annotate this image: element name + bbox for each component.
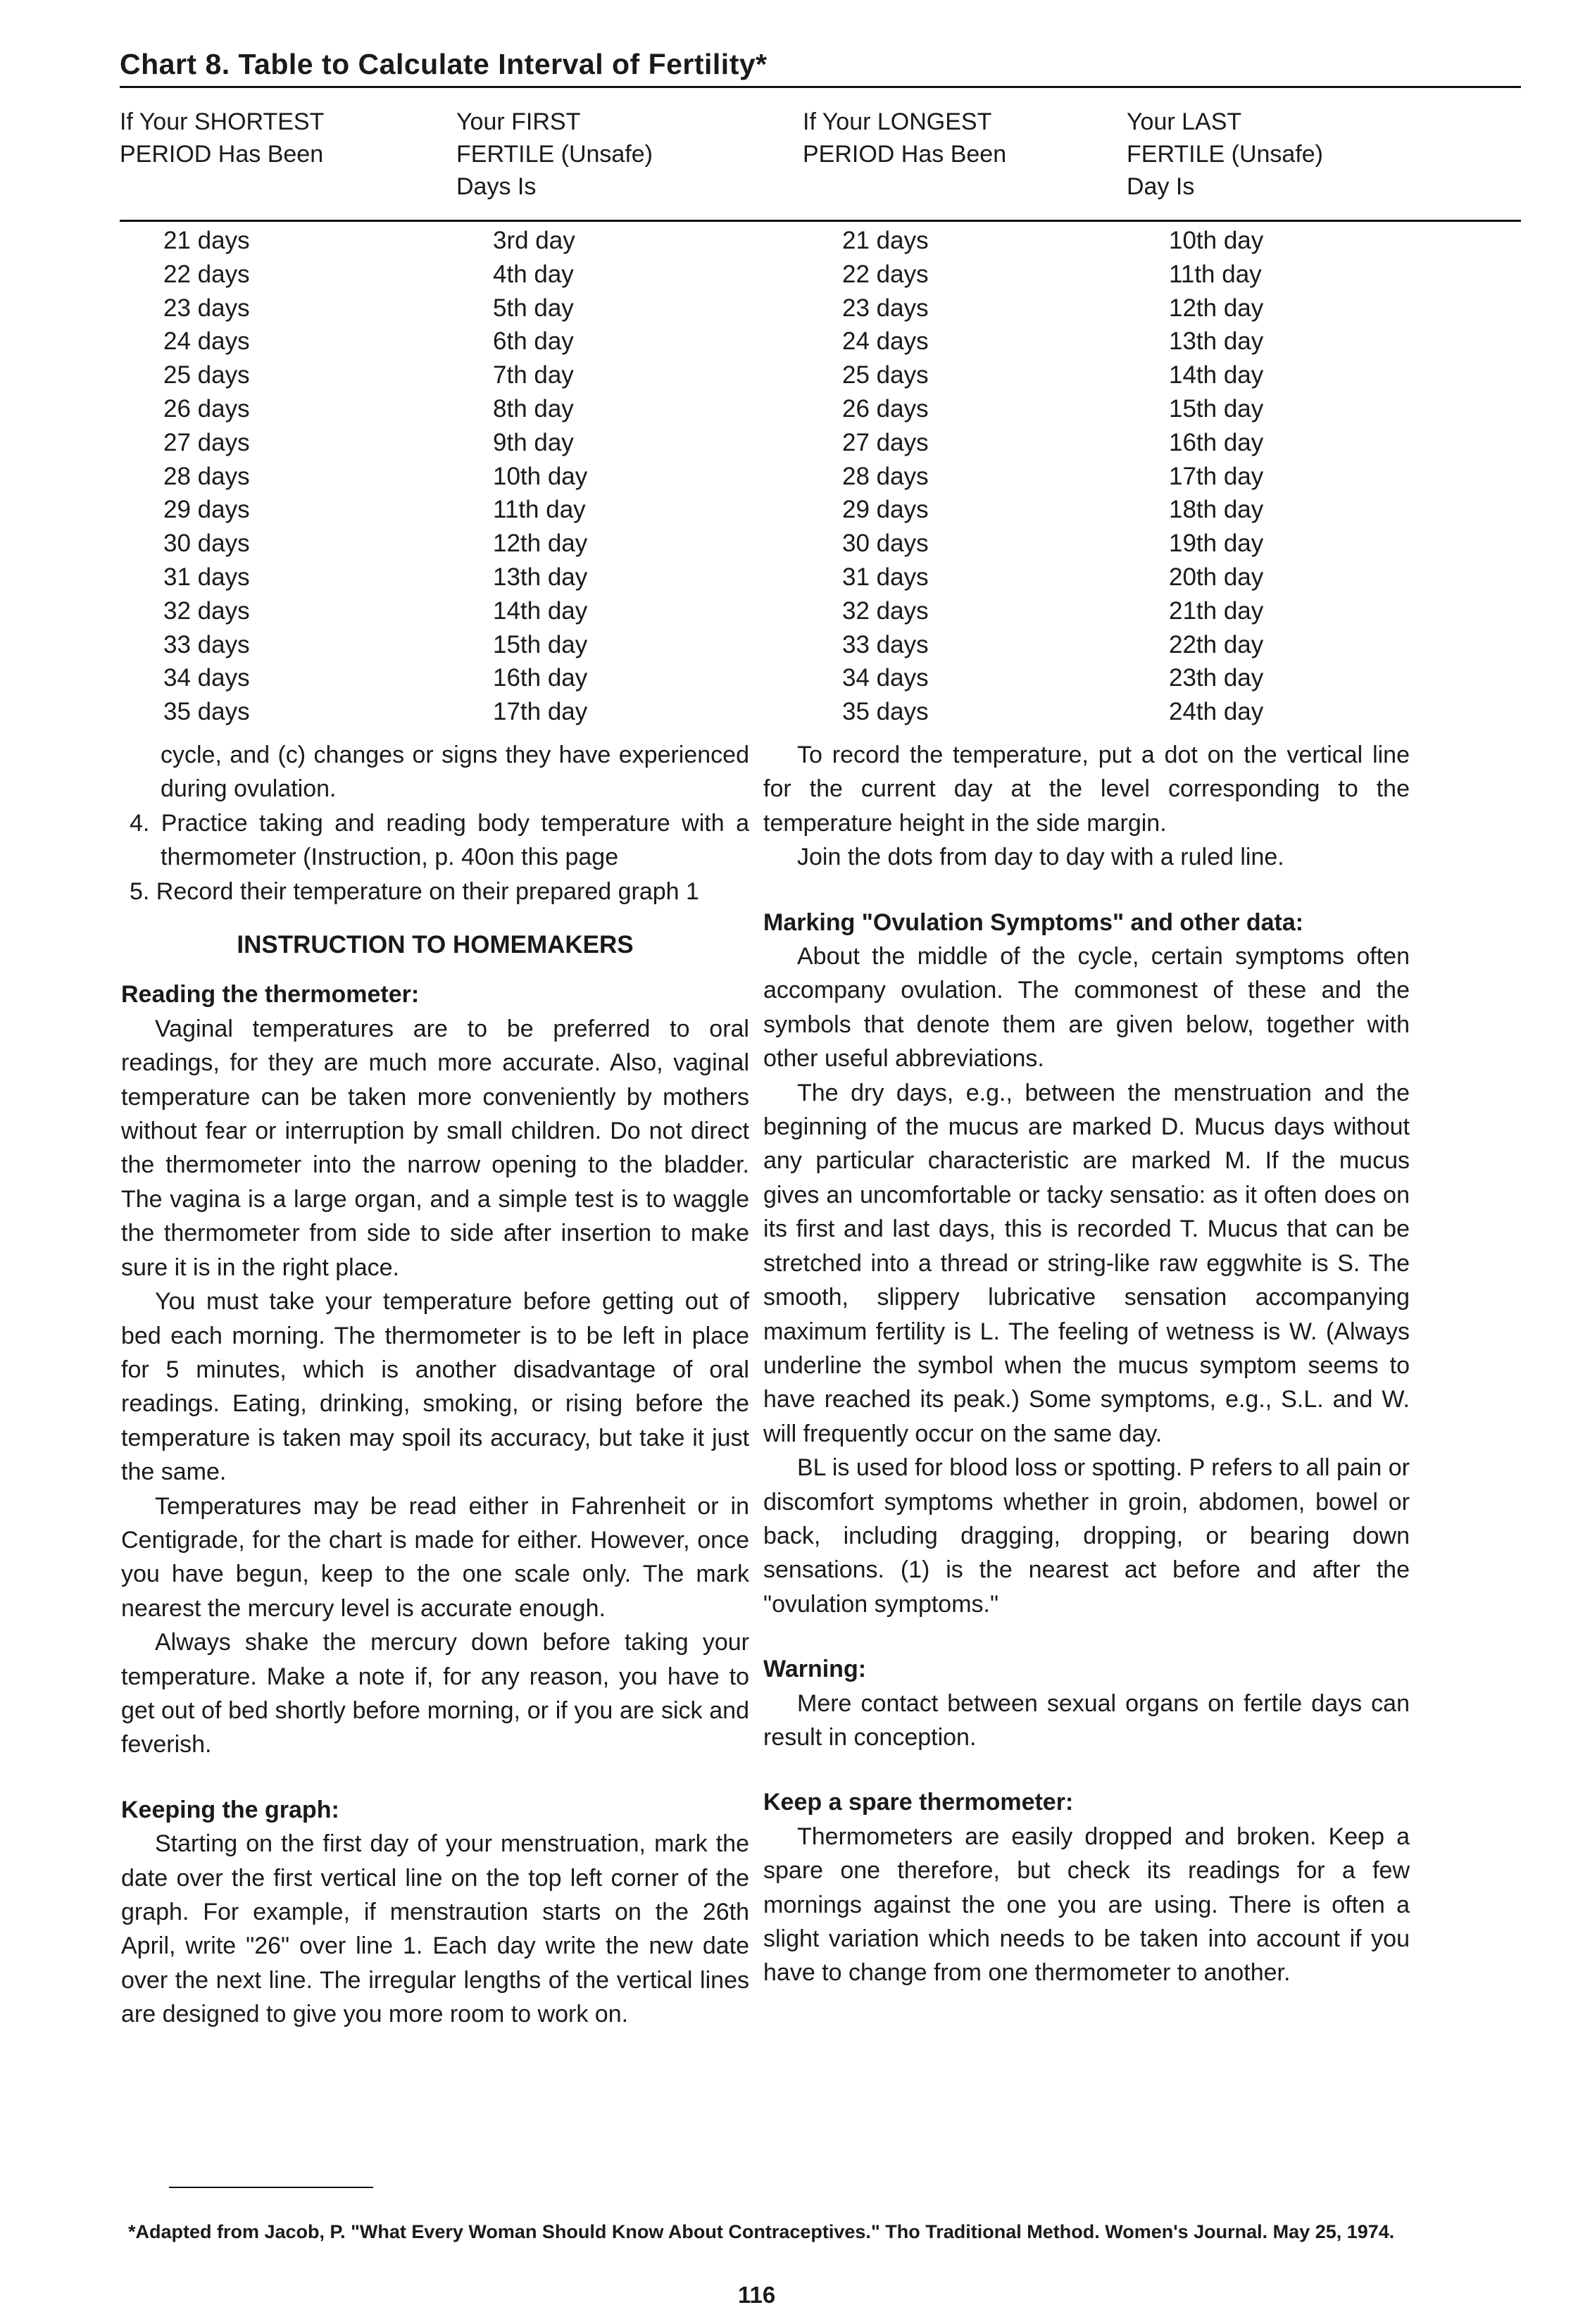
shortest-period-rows [120,224,810,729]
paragraph: You must take your temperature before getting out of bed each morning. The thermometer is to be left in place for 5 minutes, which is another disadvantage of oral readings. Eating, drinking, smoking, or rising before the temperature is taken may spoil its accuracy, but take it just the same. [121,1288,749,1486]
longest-period-rows [803,224,1493,729]
table-row [120,292,810,325]
period-length-cell: 26 days [842,394,929,423]
left-text-column [121,738,749,2032]
right-text-column [763,738,1410,1990]
fertile-day-cell: 11th day [1169,260,1262,288]
paragraph: The dry days, e.g., between the menstruation and the beginning of the mucus are marked D. Mucus days without any particular characteristic are marked M. If the mucus gives an uncomfortable or tacky sensatio: as it often does on its first and last days, this is recorded T. Mucus that can be stretched into a thread or string-like raw eggwhite is S. The smooth, slippery lubricative sensation accompanying maximum fertility is L. The feeling of wetness is W. (Always underline the symbol when the mucus symptom seems to have reached its peak.) Some symptoms, e.g., S.L. and W. will frequently occur on the same day. [763,1079,1410,1447]
period-length-cell: 26 days [163,394,250,423]
paragraph: Starting on the first day of your menstruation, mark the date over the first vertical line on the top left corner of the graph. For example, if menstraution starts on the 26th April, write "26" over line 1. Each day write the new date over the next line. The irregular lengths of the vertical lines are designed to give you more room to work on. [121,1830,749,2028]
period-length-cell: 32 days [842,596,929,625]
table-row [120,258,810,292]
paragraph: Temperatures may be read either in Fahrenheit or in Centigrade, for the chart is made for either. However, once you have begun, keep to the one scale only. The mark nearest the mercury level is accurate enough. [121,1492,749,1622]
marking-symptoms-heading: Marking "Ovulation Symptoms" and other data: [763,908,1304,936]
paragraph: To record the temperature, put a dot on the vertical line for the current day at the level corresponding to the temperature height in the side margin. [763,742,1410,837]
table-row [803,258,1493,292]
fertile-day-cell: 17th day [1169,462,1264,490]
fertile-day-cell: 18th day [1169,496,1264,524]
period-length-cell: 33 days [163,630,250,658]
longest-period-header: If Your LONGEST PERIOD Has Been [803,108,1007,168]
period-length-cell: 35 days [842,698,929,726]
fertile-day-cell: 16th day [1169,428,1264,456]
period-length-cell: 29 days [163,496,250,524]
fertile-day-cell: 19th day [1169,530,1264,558]
fertile-day-cell: 23th day [1169,664,1264,692]
instruction-item-4: 4. Practice taking and reading body temperature with a thermometer (Instruction, p. 40on this page [130,809,749,871]
table-row [120,561,810,594]
table-row [120,628,810,662]
table-row [120,460,810,494]
instruction-heading: INSTRUCTION TO HOMEMAKERS [237,931,634,959]
table-row [120,358,810,392]
warning-heading: Warning: [763,1656,867,1683]
fertile-day-cell: 9th day [493,428,574,456]
period-length-cell: 34 days [163,664,250,692]
spacer [121,1762,749,1786]
fertile-day-cell: 20th day [1169,563,1264,591]
fertile-day-cell: 6th day [493,327,574,356]
fertile-day-cell: 10th day [493,462,588,490]
period-length-cell: 23 days [163,294,250,322]
reading-thermometer-heading: Reading the thermometer: [121,981,420,1008]
period-length-cell: 30 days [842,530,929,558]
fertile-day-cell: 15th day [1169,394,1264,423]
spacer [763,1621,1410,1645]
paragraph: Mere contact between sexual organs on fertile days can result in conception. [763,1689,1410,1751]
fertile-day-cell: 17th day [493,698,588,726]
table-row [803,661,1493,695]
fertile-day-cell: 13th day [493,563,588,591]
table-row [120,527,810,561]
table-row [803,527,1493,561]
period-length-cell: 31 days [163,563,250,591]
table-row [120,594,810,628]
table-row [803,628,1493,662]
paragraph: Vaginal temperatures are to be preferred to oral readings, for they are much more accurate. Also, vaginal temperature can be taken more conveniently by mothers without fear or interruption by small children. Do not direct the thermometer into the narrow opening to the bladder. The vagina is a large organ, and a simple test is to waggle the thermometer from side to side after insertion to make sure it is in the right place. [121,1015,749,1281]
table-row [120,493,810,527]
table-row [803,594,1493,628]
period-length-cell: 34 days [842,664,929,692]
fertile-day-cell: 14th day [493,596,588,625]
fertile-day-cell: 4th day [493,260,574,288]
page-number: 116 [738,2282,776,2308]
table-row [803,460,1493,494]
period-length-cell: 21 days [842,227,929,254]
footnote-rule [169,2187,373,2188]
chart-title: Chart 8. Table to Calculate Interval of Fertility* [120,48,768,80]
fertile-day-cell: 11th day [493,496,586,524]
period-length-cell: 32 days [163,596,250,625]
fertile-day-cell: 10th day [1169,227,1264,254]
fertile-day-cell: 22th day [1169,630,1264,658]
fertile-day-cell: 16th day [493,664,588,692]
paragraph: Always shake the mercury down before taking your temperature. Make a note if, for any reason, you have to get out of bed shortly before morning, or if you are sick and feverish. [121,1629,749,1758]
period-length-cell: 31 days [842,563,929,591]
fertile-day-cell: 5th day [493,294,574,322]
period-length-cell: 28 days [163,462,250,490]
fertile-day-cell: 15th day [493,630,588,658]
period-length-cell: 24 days [842,327,929,356]
table-row [120,224,810,258]
table-header-rule [120,220,1521,222]
period-length-cell: 24 days [163,327,250,356]
period-length-cell: 23 days [842,294,929,322]
table-row [803,292,1493,325]
table-row [803,493,1493,527]
period-length-cell: 27 days [163,428,250,456]
period-length-cell: 30 days [163,530,250,558]
period-length-cell: 33 days [842,630,929,658]
period-length-cell: 35 days [163,698,250,726]
fertile-day-cell: 7th day [493,361,574,389]
spare-thermometer-heading: Keep a spare thermometer: [763,1789,1074,1816]
spacer [763,1754,1410,1778]
shortest-period-header: If Your SHORTEST PERIOD Has Been [120,108,325,168]
table-row [803,224,1493,258]
fertile-day-cell: 12th day [493,530,588,558]
period-length-cell: 25 days [163,361,250,389]
intro-continuation: cycle, and (c) changes or signs they have experienced during ovulation. [161,742,749,803]
period-length-cell: 27 days [842,428,929,456]
table-row [120,325,810,358]
table-row [120,392,810,426]
footnote: *Adapted from Jacob, P. "What Every Woman Should Know About Contraceptives." Tho Traditional Method. Women's Journal. May 25, 1974. [128,2221,1395,2242]
table-row [803,358,1493,392]
table-row [803,426,1493,460]
fertile-day-cell: 12th day [1169,294,1264,322]
table-row [803,392,1493,426]
paragraph: About the middle of the cycle, certain symptoms often accompany ovulation. The commonest of these and the symbols that denote them are given below, together with other useful abbreviations. [763,943,1410,1073]
paragraph: Thermometers are easily dropped and broken. Keep a spare one therefore, but check its readings for a few mornings against the one you are using. There is often a slight variation which needs to be taken into account if you have to change from one thermometer to another. [763,1823,1410,1987]
table-row [120,426,810,460]
table-row [803,325,1493,358]
table-row [120,695,810,729]
first-fertile-day-header: Your FIRST FERTILE (Unsafe) Days Is [456,108,653,200]
table-row [120,661,810,695]
last-fertile-day-header: Your LAST FERTILE (Unsafe) Day Is [1127,108,1324,200]
fertile-day-cell: 14th day [1169,361,1264,389]
fertile-day-cell: 3rd day [493,227,575,254]
paragraph: BL is used for blood loss or spotting. P refers to all pain or discomfort symptoms whether in groin, abdomen, bowel or back, including dragging, dropping, or bearing down sensations. (1) is the nearest act before and after the "ovulation symptoms." [763,1454,1410,1618]
fertile-day-cell: 8th day [493,394,574,423]
period-length-cell: 22 days [163,260,250,288]
period-length-cell: 21 days [163,227,250,254]
table-row [803,695,1493,729]
paragraph: Join the dots from day to day with a ruled line. [797,844,1284,871]
period-length-cell: 28 days [842,462,929,490]
instruction-item-5: 5. Record their temperature on their prepared graph 1 [130,877,699,905]
fertile-day-cell: 13th day [1169,327,1264,356]
title-rule [120,86,1521,88]
keeping-graph-heading: Keeping the graph: [121,1796,339,1823]
period-length-cell: 25 days [842,361,929,389]
period-length-cell: 22 days [842,260,929,288]
fertile-day-cell: 21th day [1169,596,1264,625]
fertile-day-cell: 24th day [1169,698,1264,726]
spacer [763,875,1410,899]
table-row [803,561,1493,594]
period-length-cell: 29 days [842,496,929,524]
